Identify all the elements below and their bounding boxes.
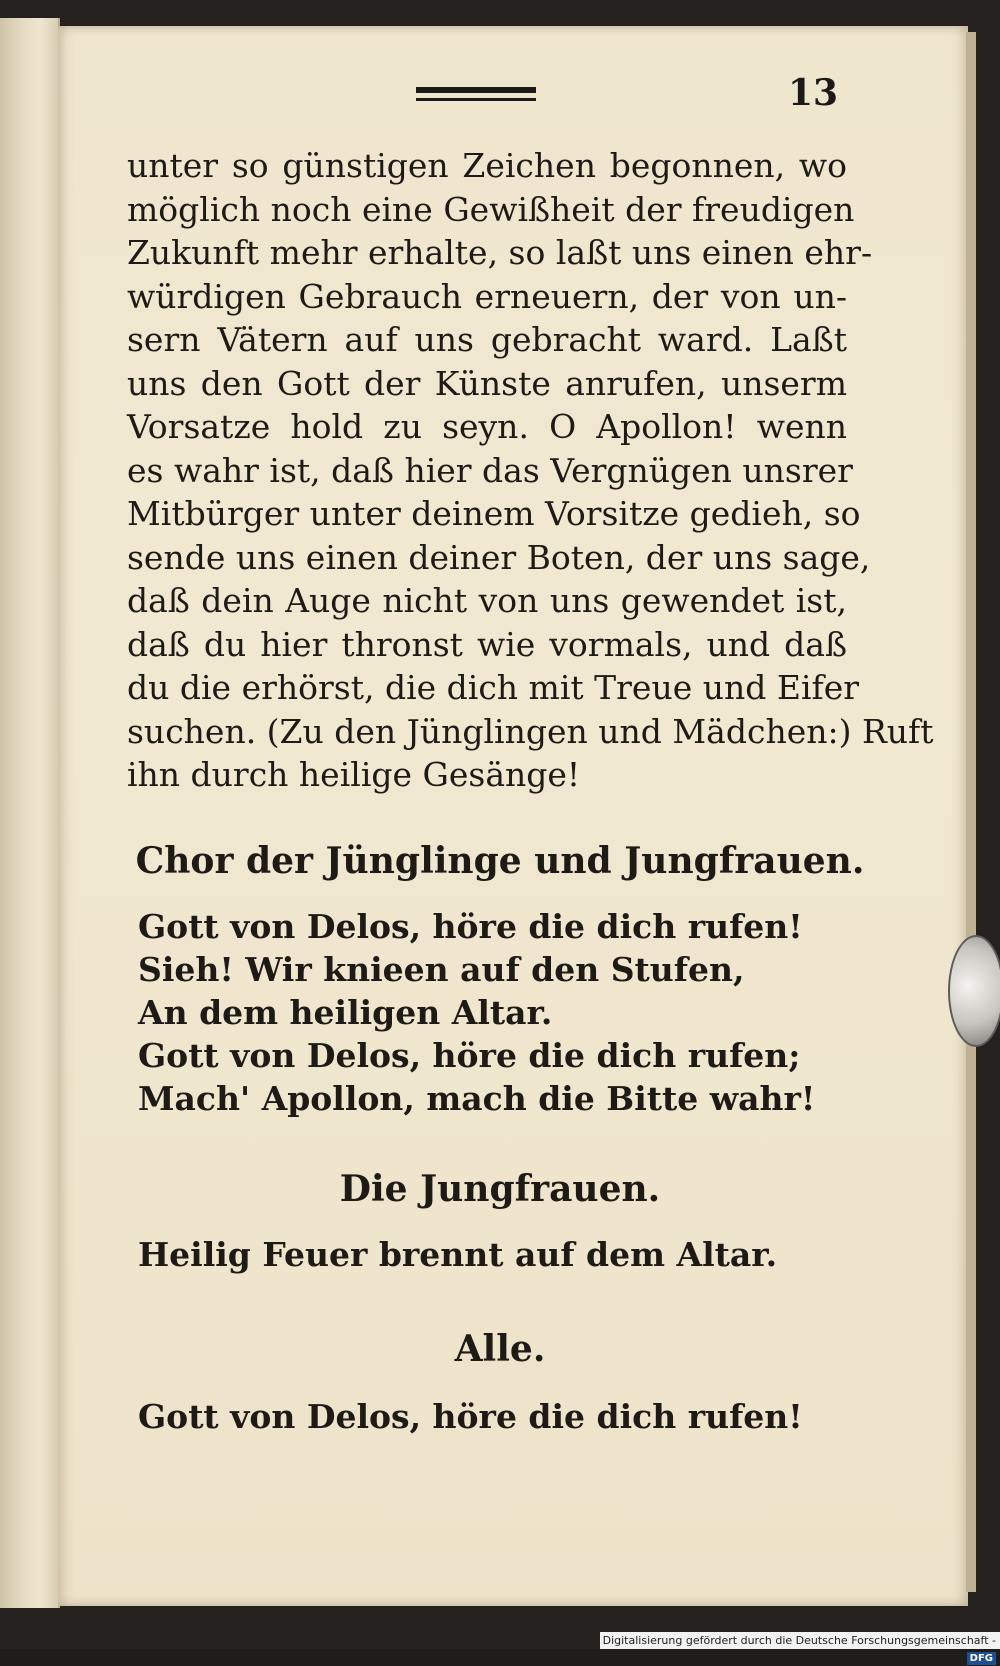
- verse-line: Gott von Delos, höre die dich rufen!: [138, 1397, 803, 1436]
- digitization-credit: [600, 1632, 1000, 1664]
- prose-line: uns den Gott der Künste anrufen, unserm: [127, 363, 847, 403]
- prose-line: ihn durch heilige Gesänge!: [127, 755, 581, 794]
- maidens-heading: Die Jungfrauen.: [339, 1168, 661, 1210]
- prose-line: Mitbürger unter deinem Vorsitze gedieh, so: [127, 494, 861, 533]
- verse-line: An dem heiligen Altar.: [138, 993, 553, 1032]
- prose-line: sern Vätern auf uns gebracht ward. Laßt: [127, 320, 847, 359]
- prose-line: möglich noch eine Gewißheit der freudigen: [127, 189, 855, 229]
- verse-line: Gott von Delos, höre die dich rufen;: [138, 1036, 801, 1075]
- prose-line: daß du hier thronst wie vormals, und daß: [127, 624, 847, 664]
- chorus-heading: Chor der Jünglinge und Jungfrauen.: [135, 840, 865, 882]
- prose-line: Vorsatze hold zu seyn. O Apollon! wenn: [127, 407, 847, 446]
- chorus-verse: [138, 905, 858, 1120]
- maidens-verse: [138, 1233, 858, 1276]
- prose-line: unter so günstigen Zeichen begonnen, wo: [127, 146, 847, 185]
- prose-paragraph: [127, 144, 934, 797]
- verse-line: Sieh! Wir knieen auf den Stufen,: [138, 950, 745, 989]
- all-verse: [138, 1395, 858, 1438]
- prose-line: Zukunft mehr erhalte, so laßt uns einen ehr-: [127, 233, 873, 272]
- prose-line: würdigen Gebrauch erneuern, der von un-: [127, 276, 847, 316]
- page-clip-icon: [948, 935, 1000, 1047]
- dfg-logo: DFG: [967, 1652, 996, 1665]
- verse-line: Mach' Apollon, mach die Bitte wahr!: [138, 1079, 816, 1118]
- credit-text: Digitalisierung gefördert durch die Deutsche Forschungsgemeinschaft -: [602, 1634, 996, 1647]
- prose-line: daß dein Auge nicht von uns gewendet ist,: [127, 581, 847, 620]
- prose-line: du die erhörst, die dich mit Treue und Eifer: [127, 668, 860, 707]
- prose-line: es wahr ist, daß hier das Vergnügen unsrer: [127, 450, 853, 490]
- prose-line: sende uns einen deiner Boten, der uns sage,: [127, 537, 871, 577]
- all-heading: Alle.: [454, 1328, 546, 1370]
- verse-line: Heilig Feuer brennt auf dem Altar.: [138, 1235, 778, 1274]
- page-number: 13: [788, 72, 839, 114]
- verse-line: Gott von Delos, höre die dich rufen!: [138, 907, 803, 946]
- header-rule: [416, 87, 536, 101]
- prose-line: suchen. (Zu den Jünglingen und Mädchen:) Ruft: [127, 711, 934, 751]
